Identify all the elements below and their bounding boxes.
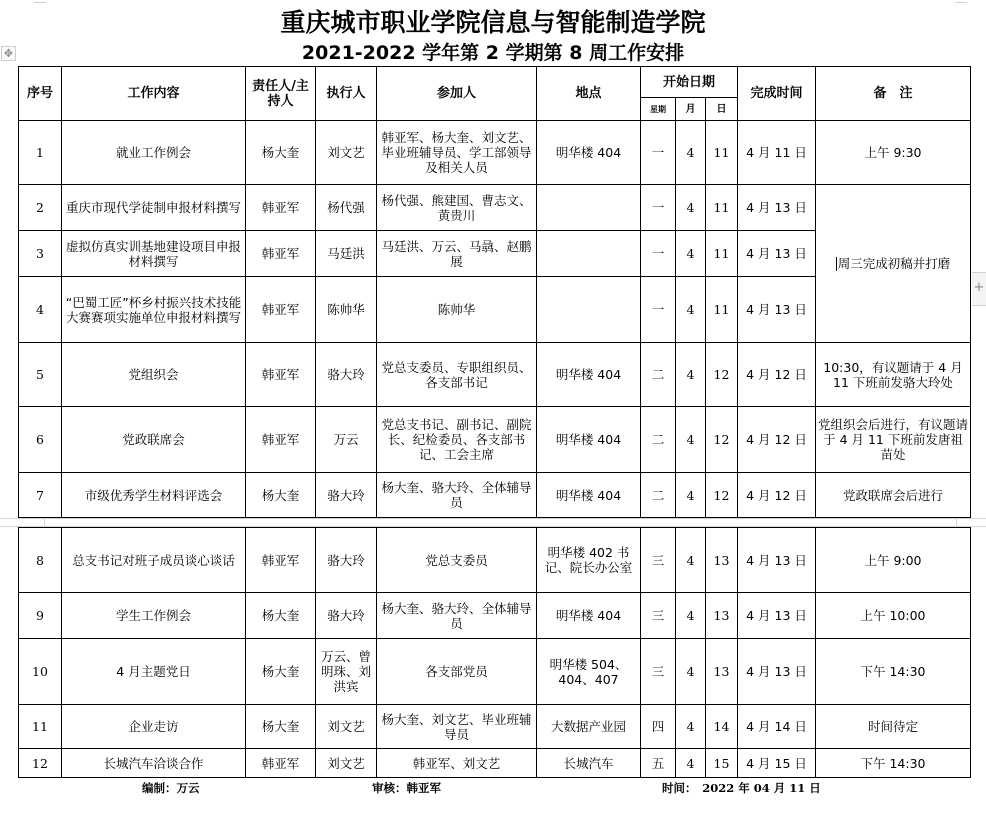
cell-day[interactable]: 11 [706,231,738,277]
cell-seq[interactable]: 11 [19,705,62,749]
cell-location[interactable] [537,231,641,277]
cell-weekday[interactable]: 四 [641,705,676,749]
cell-day[interactable]: 15 [706,749,738,778]
cell-location[interactable] [537,185,641,231]
footer-compiler: 编制：万云 [142,781,200,795]
cell-weekday[interactable]: 一 [641,277,676,343]
cell-weekday[interactable]: 二 [641,473,676,518]
cell-weekday[interactable]: 三 [641,593,676,639]
cell-owner[interactable]: 杨大奎 [246,593,316,639]
cell-month[interactable]: 4 [676,277,706,343]
cell-month[interactable]: 4 [676,528,706,593]
cell-participants[interactable]: 杨代强、熊建国、曹志文、黄贵川 [377,185,537,231]
cell-day[interactable]: 13 [706,593,738,639]
cell-participants[interactable]: 杨大奎、骆大玲、全体辅导员 [377,593,537,639]
cell-location[interactable] [537,277,641,343]
cell-finish[interactable]: 4 月 13 日 [738,528,816,593]
cell-finish[interactable]: 4 月 13 日 [738,277,816,343]
cell-month[interactable]: 4 [676,705,706,749]
cell-day[interactable]: 13 [706,639,738,705]
cell-weekday[interactable]: 二 [641,343,676,407]
cell-month[interactable]: 4 [676,185,706,231]
table-row [19,749,971,778]
cell-location[interactable]: 长城汽车 [537,749,641,778]
cell-owner[interactable]: 杨大奎 [246,121,316,185]
cell-seq[interactable]: 8 [19,528,62,593]
cell-remark[interactable]: 党组织会后进行，有议题请于 4 月 11 下班前发唐祖苗处 [816,407,971,473]
cell-weekday[interactable]: 一 [641,121,676,185]
cell-remark[interactable]: 10:30，有议题请于 4 月 11 下班前发骆大玲处 [816,343,971,407]
cell-participants[interactable]: 党总支委员、专职组织员、各支部书记 [377,343,537,407]
cell-executor[interactable]: 骆大玲 [316,473,377,518]
cell-location[interactable]: 明华楼 404 [537,407,641,473]
cell-owner[interactable]: 韩亚军 [246,749,316,778]
cell-executor[interactable]: 陈帅华 [316,277,377,343]
cell-executor[interactable]: 骆大玲 [316,528,377,593]
footer-date: 时间： 2022 年 04 月 11 日 [662,781,821,795]
cell-day[interactable]: 14 [706,705,738,749]
cell-weekday[interactable]: 二 [641,407,676,473]
header-row [19,67,971,98]
cell-participants[interactable]: 陈帅华 [377,277,537,343]
cell-weekday[interactable]: 五 [641,749,676,778]
cell-executor[interactable]: 万云、曾明珠、刘洪宾 [316,639,377,705]
cell-finish[interactable]: 4 月 13 日 [738,639,816,705]
header-executor: 执行人 [316,67,377,121]
cell-participants[interactable]: 杨大奎、刘文艺、毕业班辅导员 [377,705,537,749]
table-row [19,639,971,705]
cell-remark[interactable]: 时间待定 [816,705,971,749]
cell-participants[interactable]: 韩亚军、刘文艺 [377,749,537,778]
cell-finish[interactable]: 4 月 13 日 [738,185,816,231]
header-location: 地点 [537,67,641,121]
table-row [19,473,971,518]
cell-content[interactable]: 就业工作例会 [62,121,246,185]
cell-executor[interactable]: 刘文艺 [316,749,377,778]
cell-owner[interactable]: 韩亚军 [246,231,316,277]
cell-month[interactable]: 4 [676,407,706,473]
header-finish: 完成时间 [738,67,816,121]
cell-participants[interactable]: 党总支委员 [377,528,537,593]
cell-day[interactable]: 12 [706,473,738,518]
cell-seq[interactable]: 5 [19,343,62,407]
cell-month[interactable]: 4 [676,231,706,277]
header-weekday: 星期 [641,98,676,121]
cell-finish[interactable]: 4 月 14 日 [738,705,816,749]
cell-participants[interactable]: 马廷洪、万云、马骉、赵鹏展 [377,231,537,277]
move-icon: ✥ [3,47,14,60]
cell-month[interactable]: 4 [676,473,706,518]
schedule-table-page-2 [18,527,971,778]
cell-finish[interactable]: 4 月 13 日 [738,231,816,277]
schedule-table-page-1 [18,66,971,518]
page-break [0,518,986,527]
cell-seq[interactable]: 4 [19,277,62,343]
cell-location[interactable]: 明华楼 404 [537,593,641,639]
cell-seq[interactable]: 7 [19,473,62,518]
cell-seq[interactable]: 3 [19,231,62,277]
cell-month[interactable]: 4 [676,593,706,639]
cell-month[interactable]: 4 [676,639,706,705]
cell-executor[interactable]: 万云 [316,407,377,473]
cell-remark[interactable]: 上午 10:00 [816,593,971,639]
cell-weekday[interactable]: 三 [641,639,676,705]
table-row [19,185,971,231]
cell-location[interactable]: 大数据产业园 [537,705,641,749]
page-break-tick [956,519,957,527]
cell-executor[interactable]: 骆大玲 [316,343,377,407]
cell-remark[interactable]: 下午 14:30 [816,639,971,705]
header-day: 日 [706,98,738,121]
cell-seq[interactable]: 6 [19,407,62,473]
table-row [19,705,971,749]
cell-seq[interactable]: 12 [19,749,62,778]
header-content: 工作内容 [62,67,246,121]
header-owner: 责任人/主持人 [246,67,316,121]
cell-owner[interactable]: 韩亚军 [246,343,316,407]
cell-executor[interactable]: 刘文艺 [316,121,377,185]
header-seq: 序号 [19,67,62,121]
text-cursor [836,257,837,271]
cell-finish[interactable]: 4 月 12 日 [738,343,816,407]
cell-content[interactable]: 学生工作例会 [62,593,246,639]
cell-month[interactable]: 4 [676,121,706,185]
cell-participants[interactable]: 杨大奎、骆大玲、全体辅导员 [377,473,537,518]
cell-location[interactable]: 明华楼 404 [537,343,641,407]
cell-content[interactable]: 党政联席会 [62,407,246,473]
document-title: 重庆城市职业学院信息与智能制造学院 [280,8,706,37]
cell-owner[interactable]: 杨大奎 [246,705,316,749]
cell-content[interactable]: “巴蜀工匠”杯乡村振兴技术技能大赛赛项实施单位申报材料撰写 [62,277,246,343]
cell-day[interactable]: 12 [706,407,738,473]
document-subtitle: 2021-2022 学年第 2 学期第 8 周工作安排 [301,42,685,64]
cell-owner[interactable]: 韩亚军 [246,277,316,343]
page-break-tick [44,519,45,527]
cell-location[interactable]: 明华楼 404 [537,473,641,518]
cell-finish[interactable]: 4 月 13 日 [738,593,816,639]
cell-day[interactable]: 11 [706,121,738,185]
cell-location[interactable]: 明华楼 404 [537,121,641,185]
plus-icon: + [973,280,985,295]
cell-weekday[interactable]: 三 [641,528,676,593]
footer-reviewer: 审核：韩亚军 [372,781,441,795]
cell-content[interactable]: 党组织会 [62,343,246,407]
cell-month[interactable]: 4 [676,343,706,407]
cell-weekday[interactable]: 一 [641,185,676,231]
cell-executor[interactable]: 刘文艺 [316,705,377,749]
cell-executor[interactable]: 杨代强 [316,185,377,231]
cell-finish[interactable]: 4 月 12 日 [738,473,816,518]
table-row [19,528,971,593]
cell-owner[interactable]: 韩亚军 [246,407,316,473]
cell-day[interactable]: 13 [706,528,738,593]
cell-finish[interactable]: 4 月 15 日 [738,749,816,778]
header-month: 月 [676,98,706,121]
cell-day[interactable]: 11 [706,277,738,343]
table-move-handle[interactable] [1,46,16,61]
cell-executor[interactable]: 骆大玲 [316,593,377,639]
cell-seq[interactable]: 10 [19,639,62,705]
cell-content[interactable]: 虚拟仿真实训基地建设项目申报材料撰写 [62,231,246,277]
cell-content[interactable]: 重庆市现代学徒制申报材料撰写 [62,185,246,231]
cell-participants[interactable]: 党总支书记、副书记、副院长、纪检委员、各支部书记、工会主席 [377,407,537,473]
header-start-date: 开始日期 [641,67,738,98]
table-row [19,407,971,473]
cell-location[interactable]: 明华楼 402 书记、院长办公室 [537,528,641,593]
cell-seq[interactable]: 2 [19,185,62,231]
cell-owner[interactable]: 杨大奎 [246,639,316,705]
cell-remark[interactable]: 上午 9:30 [816,121,971,185]
add-column-button[interactable] [972,272,986,306]
cell-remark[interactable]: 下午 14:30 [816,749,971,778]
cell-content[interactable]: 4 月主题党日 [62,639,246,705]
cell-executor[interactable]: 马廷洪 [316,231,377,277]
cell-owner[interactable]: 韩亚军 [246,528,316,593]
cell-content[interactable]: 企业走访 [62,705,246,749]
table-row [19,593,971,639]
cell-remark-merged[interactable] [816,185,971,343]
header-remark: 备 注 [816,67,971,121]
header-participants: 参加人 [377,67,537,121]
cell-content[interactable]: 总支书记对班子成员谈心谈话 [62,528,246,593]
cell-day[interactable]: 11 [706,185,738,231]
cell-seq[interactable]: 1 [19,121,62,185]
cell-remark[interactable]: 党政联席会后进行 [816,473,971,518]
cell-location[interactable]: 明华楼 504、404、407 [537,639,641,705]
cell-participants[interactable]: 韩亚军、杨大奎、刘文艺、毕业班辅导员、学工部领导及相关人员 [377,121,537,185]
cell-remark-text: 周三完成初稿并打磨 [837,255,951,271]
cell-content[interactable]: 长城汽车洽谈合作 [62,749,246,778]
cell-weekday[interactable]: 一 [641,231,676,277]
cell-month[interactable]: 4 [676,749,706,778]
cell-finish[interactable]: 4 月 12 日 [738,407,816,473]
table-row [19,343,971,407]
table-row [19,121,971,185]
cell-content[interactable]: 市级优秀学生材料评选会 [62,473,246,518]
cell-owner[interactable]: 韩亚军 [246,185,316,231]
cell-day[interactable]: 12 [706,343,738,407]
cell-remark[interactable]: 上午 9:00 [816,528,971,593]
cell-owner[interactable]: 杨大奎 [246,473,316,518]
cell-participants[interactable]: 各支部党员 [377,639,537,705]
cell-seq[interactable]: 9 [19,593,62,639]
cell-finish[interactable]: 4 月 11 日 [738,121,816,185]
